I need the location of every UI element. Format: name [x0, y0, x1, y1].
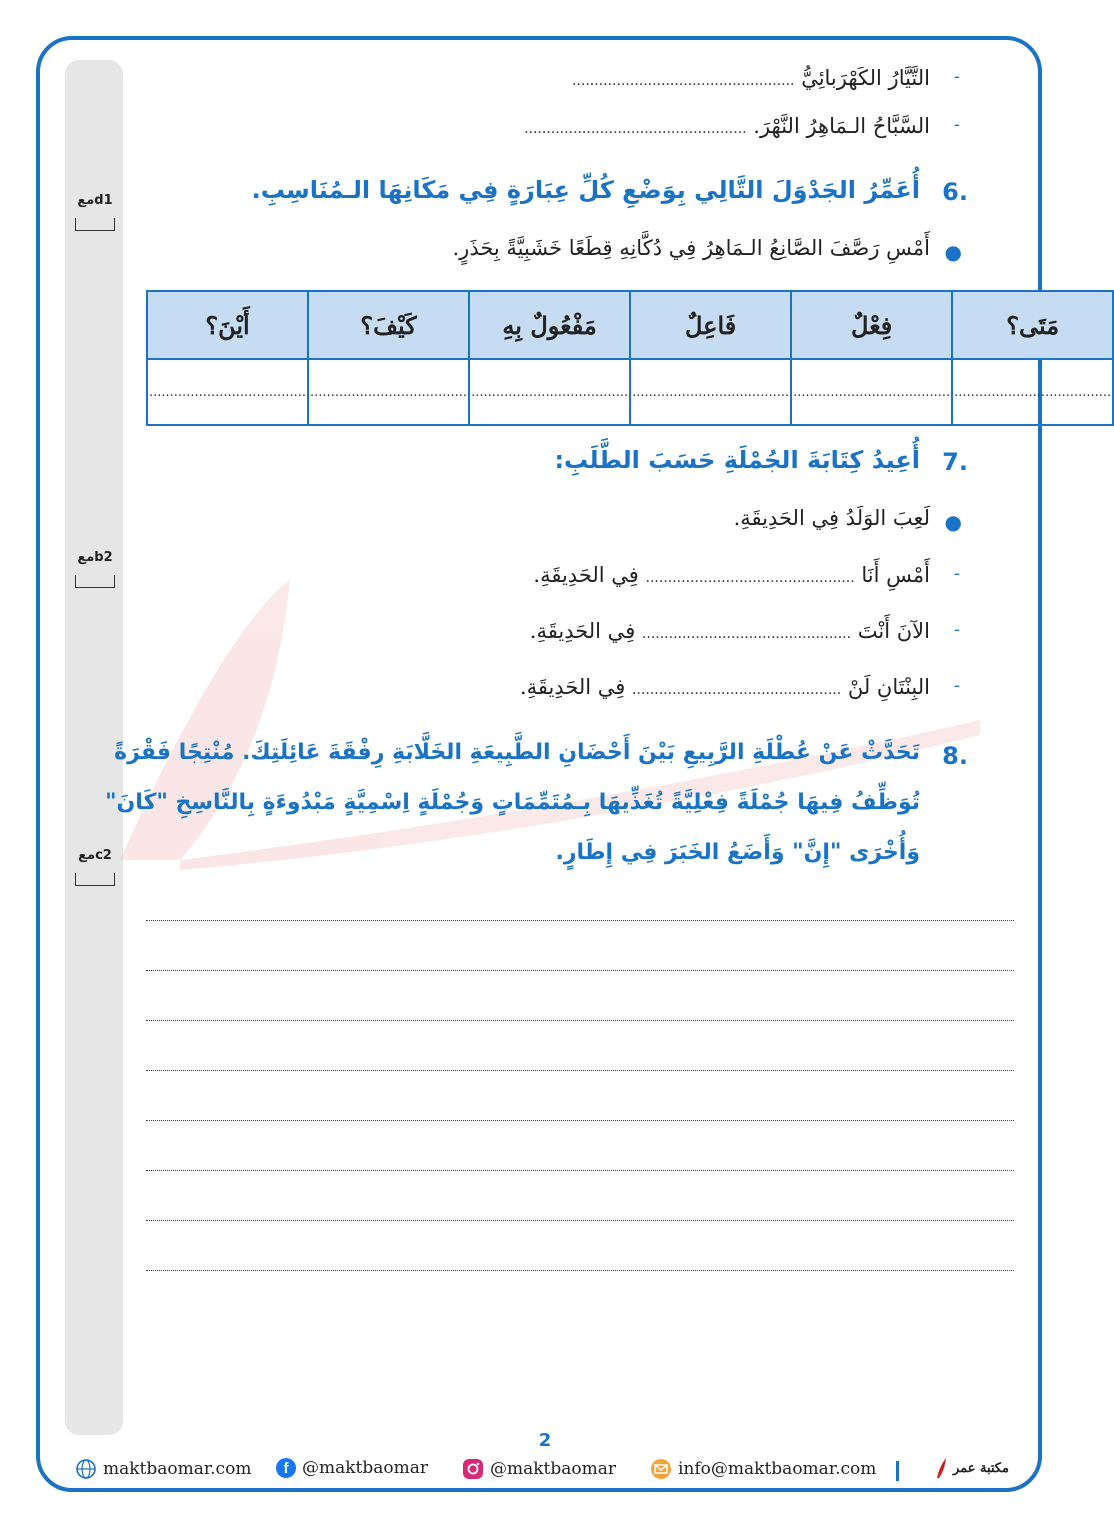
- table-header: مَتَى؟: [952, 291, 1113, 359]
- instagram-handle[interactable]: @maktbaomar: [490, 1459, 617, 1479]
- table-header: فَاعِلٌ: [630, 291, 791, 359]
- question-line: تُوَظِّفُ فِيهَا جُمْلَةً فِعْلِيَّةً تُغَذِّيهَا بِـمُتَمِّمَاتٍ وَجُمْلَةٍ اِسْمِيَّةٍ مَبْدُوءَةٍ بِالنَّاسِخِ "كَانَ": [105, 790, 920, 815]
- footer-email[interactable]: [650, 1458, 876, 1480]
- dash-marker: -: [953, 563, 960, 584]
- brand-logo-text: مكتبة عمر: [953, 1460, 1009, 1476]
- table-header: مَفْعُولٌ بِهِ: [469, 291, 630, 359]
- item-end: فِي الحَدِيقَةِ.: [529, 619, 636, 643]
- dash-marker: -: [953, 114, 960, 135]
- example-sentence: أَمْسِ رَصَّفَ الصَّانِعُ الـمَاهِرُ فِي دُكَّانِهِ قِطَعًا خَشَبِيَّةً بِحَذَرٍ.: [452, 236, 930, 260]
- footer-divider: [896, 1461, 899, 1481]
- facebook-icon: f: [276, 1458, 296, 1478]
- footer-website[interactable]: [75, 1458, 251, 1480]
- writing-line[interactable]: [146, 970, 1014, 971]
- brand-logo-icon: [935, 1458, 947, 1478]
- table-cell-blank[interactable]: ......................................: [308, 359, 469, 425]
- writing-line[interactable]: [146, 1220, 1014, 1221]
- question-title: أُعَمِّرُ الجَدْوَلَ التَّالِي بِوَضْعِ كُلِّ عِبَارَةٍ فِي مَكَانِهَا الـمُنَاسِبِ.: [251, 176, 920, 204]
- line-text: التَّيَّارُ الكَهْرَبائِيُّ: [801, 66, 930, 90]
- instagram-icon: [462, 1458, 484, 1480]
- fill-blank[interactable]: ..................................................: [571, 73, 795, 89]
- example-sentence: لَعِبَ الوَلَدُ فِي الحَدِيقَةِ.: [733, 506, 930, 530]
- table-cell-blank[interactable]: ......................................: [147, 359, 308, 425]
- grading-mark-label: معc2: [78, 848, 112, 863]
- grading-box[interactable]: [75, 873, 115, 886]
- question-number: .8: [942, 742, 968, 770]
- bullet-icon: ●: [944, 240, 962, 264]
- fill-blank[interactable]: ...............................................: [641, 626, 852, 642]
- writing-line[interactable]: [146, 1070, 1014, 1071]
- item-start: البِنْتَانِ لَنْ: [847, 675, 930, 699]
- fill-blank[interactable]: ...............................................: [645, 570, 855, 586]
- facebook-handle[interactable]: @maktbaomar: [302, 1458, 429, 1478]
- page-number: 2: [538, 1430, 552, 1451]
- email-link[interactable]: info@maktbaomar.com: [678, 1459, 877, 1479]
- question-number: .6: [942, 178, 968, 206]
- question-line: تَحَدَّثْ عَنْ عُطْلَةِ الرَّبِيعِ بَيْنَ أَحْضَانِ الطَّبِيعَةِ الخَلَّابَةِ رِفْقَةَ عَائِلَتِكَ. مُنْتِجًا فَقْرَةً: [114, 740, 920, 765]
- footer-instagram[interactable]: [462, 1458, 616, 1480]
- grading-box[interactable]: [75, 575, 115, 588]
- item-end: فِي الحَدِيقَةِ.: [533, 563, 639, 587]
- table-cell-blank[interactable]: ......................................: [630, 359, 791, 425]
- writing-line[interactable]: [146, 1120, 1014, 1121]
- footer-facebook[interactable]: [276, 1458, 428, 1478]
- bullet-icon: ●: [944, 510, 962, 534]
- website-link[interactable]: maktbaomar.com: [103, 1459, 252, 1479]
- fill-blank[interactable]: ..................................................: [524, 121, 747, 137]
- footer-logo: [935, 1458, 1009, 1478]
- worksheet-content-2: [105, 0, 1020, 1529]
- table-header: أَيْنَ؟: [147, 291, 308, 359]
- writing-line[interactable]: [146, 920, 1014, 921]
- writing-line[interactable]: [146, 1020, 1014, 1021]
- line-text: السَّبَّاحُ الـمَاهِرُ النَّهْرَ.: [753, 114, 930, 138]
- question-line: وَأُخْرَى "إِنَّ" وَأَضَعُ الخَبَرَ فِي إِطَارٍ.: [555, 840, 920, 865]
- grading-mark-3: [72, 848, 118, 886]
- table-cell-blank[interactable]: ......................................: [791, 359, 952, 425]
- dash-marker: -: [953, 619, 960, 640]
- question-title: أُعِيدُ كِتَابَةَ الجُمْلَةِ حَسَبَ الطَّلَبِ:: [554, 446, 920, 474]
- item-start: أَمْسِ أَنَا: [861, 563, 930, 587]
- question-number: .7: [942, 448, 968, 476]
- grading-mark-label: معb2: [77, 550, 113, 565]
- item-end: فِي الحَدِيقَةِ.: [519, 675, 626, 699]
- table-header: فِعْلٌ: [791, 291, 952, 359]
- grading-mark-1: [72, 193, 118, 231]
- dash-marker: -: [953, 675, 960, 696]
- rewrite-item: [519, 675, 960, 699]
- grading-mark-label: معd1: [77, 193, 113, 208]
- rewrite-item: [533, 563, 960, 587]
- dash-marker: -: [953, 66, 960, 87]
- item-start: الآنَ أَنْتَ: [857, 619, 930, 643]
- writing-line[interactable]: [146, 1270, 1014, 1271]
- grading-box[interactable]: [75, 218, 115, 231]
- globe-icon: [75, 1458, 97, 1480]
- table-cell-blank[interactable]: ......................................: [952, 359, 1113, 425]
- table-cell-blank[interactable]: ......................................: [469, 359, 630, 425]
- writing-line[interactable]: [146, 1170, 1014, 1171]
- fill-blank[interactable]: ...............................................: [632, 682, 842, 698]
- email-icon: [650, 1458, 672, 1480]
- table-header: كَيْفَ؟: [308, 291, 469, 359]
- grading-mark-2: [72, 550, 118, 588]
- rewrite-item: [529, 619, 960, 643]
